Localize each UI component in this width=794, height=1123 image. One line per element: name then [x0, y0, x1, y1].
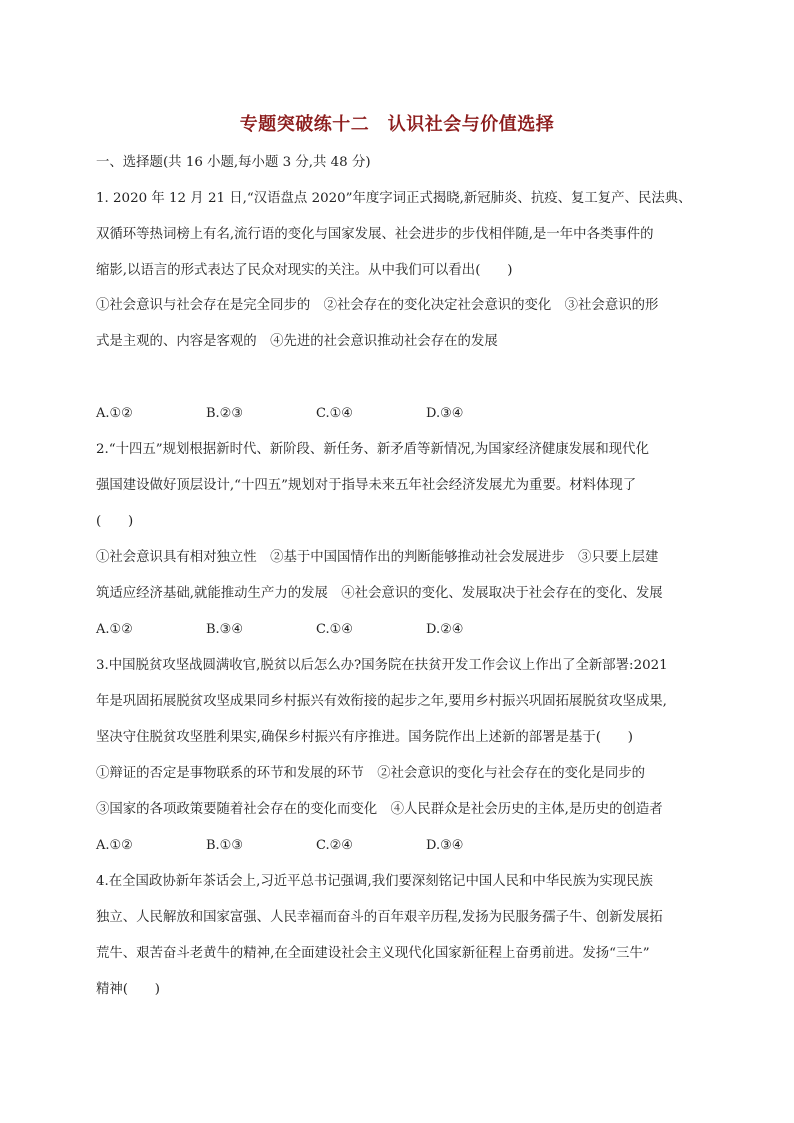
question-1-line-4: ①社会意识与社会存在是完全同步的 ②社会存在的变化决定社会意识的变化 ③社会意识的形	[96, 298, 659, 313]
question-2-line-3: ( )	[96, 514, 134, 529]
question-1-option-c[interactable]: C.①④	[316, 406, 353, 421]
question-3-line-1: 3.中国脱贫攻坚战圆满收官,脱贫以后怎么办?国务院在扶贫开发工作会议上作出了全新部署:2021	[96, 658, 668, 673]
question-3-line-3: 坚决守住脱贫攻坚胜利果实,确保乡村振兴有序推进。国务院作出上述新的部署是基于( )	[96, 730, 633, 745]
question-2-option-b[interactable]: B.③④	[206, 622, 243, 637]
question-3-option-c[interactable]: C.②④	[316, 838, 353, 853]
question-4-line-3: 荒牛、艰苦奋斗老黄牛的精神,在全面建设社会主义现代化国家新征程上奋勇前进。发扬“三牛”	[96, 946, 650, 961]
question-3-line-2: 年是巩固拓展脱贫攻坚成果同乡村振兴有效衔接的起步之年,要用乡村振兴巩固拓展脱贫攻坚成果,	[96, 694, 667, 709]
question-1-line-5: 式是主观的、内容是客观的 ④先进的社会意识推动社会存在的发展	[96, 334, 498, 349]
question-2-option-a[interactable]: A.①②	[96, 622, 133, 637]
question-2-line-4: ①社会意识具有相对独立性 ②基于中国国情作出的判断能够推动社会发展进步 ③只要上层建	[96, 550, 659, 565]
question-3-option-b[interactable]: B.①③	[206, 838, 243, 853]
question-4-line-2: 独立、人民解放和国家富强、人民幸福而奋斗的百年艰辛历程,发扬为民服务孺子牛、创新发展拓	[96, 910, 663, 925]
question-4-line-1: 4.在全国政协新年茶话会上,习近平总书记强调,我们要深刻铭记中国人民和中华民族为实现民族	[96, 874, 653, 889]
question-2-option-d[interactable]: D.②④	[426, 622, 464, 637]
question-2-line-2: 强国建设做好顶层设计,“十四五”规划对于指导未来五年社会经济发展尤为重要。材料体现了	[96, 478, 637, 493]
section-heading: 一、选择题(共 16 小题,每小题 3 分,共 48 分)	[96, 155, 371, 170]
question-1-line-1: 1. 2020 年 12 月 21 日,“汉语盘点 2020”年度字词正式揭晓,新冠肺炎、抗疫、复工复产、民法典、	[96, 191, 692, 206]
question-1-line-3: 缩影,以语言的形式表达了民众对现实的关注。从中我们可以看出( )	[96, 263, 513, 278]
question-1-option-b[interactable]: B.②③	[206, 406, 243, 421]
question-4-line-4: 精神( )	[96, 982, 161, 997]
page-title: 专题突破练十二 认识社会与价值选择	[239, 114, 555, 135]
question-2-option-c[interactable]: C.①④	[316, 622, 353, 637]
question-2-line-1: 2.“十四五”规划根据新时代、新阶段、新任务、新矛盾等新情况,为国家经济健康发展和现代化	[96, 442, 649, 457]
question-2-line-5: 筑适应经济基础,就能推动生产力的发展 ④社会意识的变化、发展取决于社会存在的变化、发展	[96, 586, 663, 601]
question-3-option-d[interactable]: D.③④	[426, 838, 464, 853]
question-1-option-d[interactable]: D.③④	[426, 406, 464, 421]
question-3-line-4: ①辩证的否定是事物联系的环节和发展的环节 ②社会意识的变化与社会存在的变化是同步的	[96, 766, 646, 781]
question-3-option-a[interactable]: A.①②	[96, 838, 133, 853]
question-1-line-2: 双循环等热词榜上有名,流行语的变化与国家发展、社会进步的步伐相伴随,是一年中各类事件的	[96, 227, 654, 242]
question-1-option-a[interactable]: A.①②	[96, 406, 133, 421]
question-3-line-5: ③国家的各项政策要随着社会存在的变化而变化 ④人民群众是社会历史的主体,是历史的创造者	[96, 802, 663, 817]
